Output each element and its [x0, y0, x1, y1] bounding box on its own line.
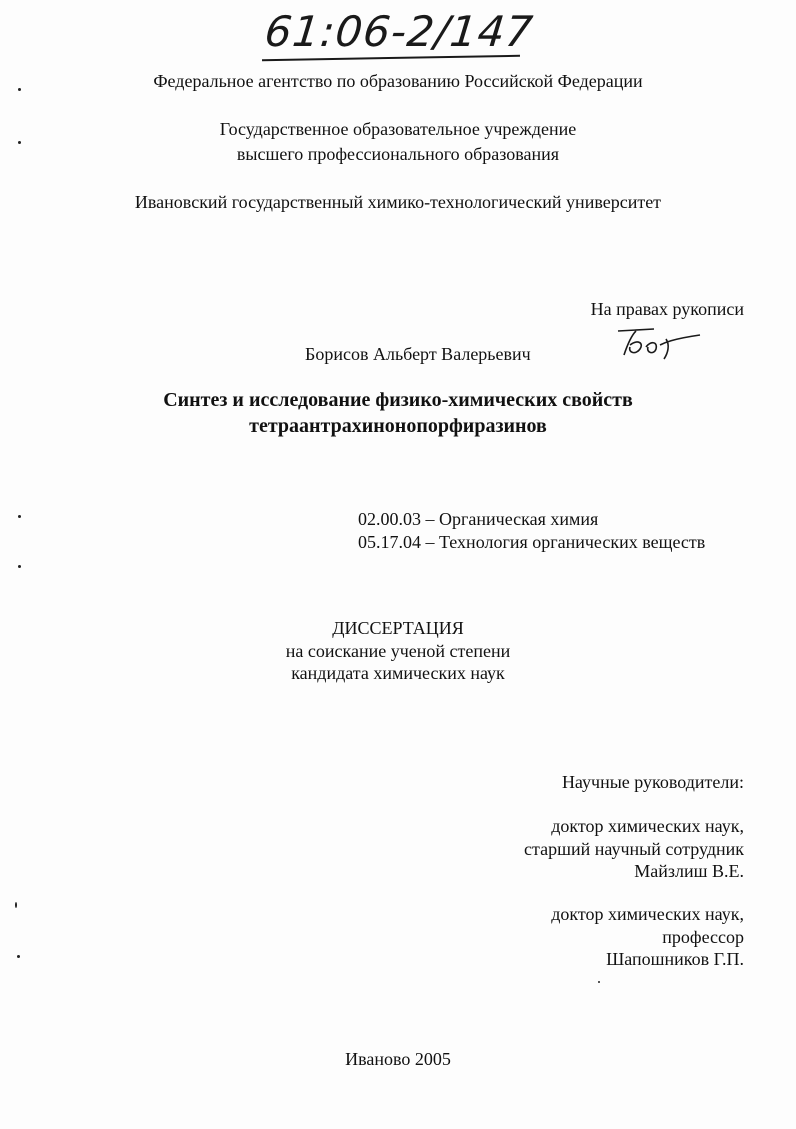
signature-icon	[614, 325, 704, 361]
institution-line-1: Государственное образовательное учреждение	[219, 119, 577, 139]
scan-speck	[598, 981, 600, 983]
work-type-line-2: кандидата химических наук	[291, 663, 505, 683]
title-line-1: Синтез и исследование физико-химических свойств	[163, 389, 633, 411]
supervisors-heading: Научные руководители:	[561, 772, 744, 792]
place-year: Иваново 2005	[345, 1049, 451, 1069]
supervisor-2-name: Шапошников Г.П.	[606, 949, 744, 969]
author-name: Борисов Альберт Валерьевич	[305, 344, 531, 364]
title-line-2: тетраантрахинонопорфиразинов	[249, 415, 547, 437]
work-type-heading: ДИССЕРТАЦИЯ	[332, 618, 464, 638]
institution-line-2: высшего профессионального образования	[236, 144, 560, 164]
agency-line: Федеральное агентство по образованию Российской Федерации	[153, 71, 643, 91]
university-line: Ивановский государственный химико-технологический университет	[134, 192, 662, 212]
supervisor-1-name: Майзлиш В.Е.	[634, 861, 744, 881]
work-type-line-1: на соискание ученой степени	[285, 641, 511, 661]
specialty-2: 05.17.04 – Технология органических веществ	[358, 532, 706, 552]
scan-speck	[15, 902, 17, 908]
supervisor-2-degree: доктор химических наук,	[551, 904, 744, 924]
supervisor-1-position: старший научный сотрудник	[524, 839, 744, 859]
scan-speck	[18, 565, 21, 568]
specialty-1: 02.00.03 – Органическая химия	[358, 509, 599, 529]
supervisor-1-degree: доктор химических наук,	[551, 816, 744, 836]
rights-note: На правах рукописи	[590, 299, 744, 319]
scan-speck	[18, 515, 21, 518]
scan-speck	[18, 88, 21, 91]
supervisor-2-position: профессор	[662, 927, 744, 947]
scan-speck	[17, 955, 20, 958]
catalog-number-handwritten: 61:06-2/147	[262, 7, 536, 56]
scan-speck	[18, 141, 21, 144]
